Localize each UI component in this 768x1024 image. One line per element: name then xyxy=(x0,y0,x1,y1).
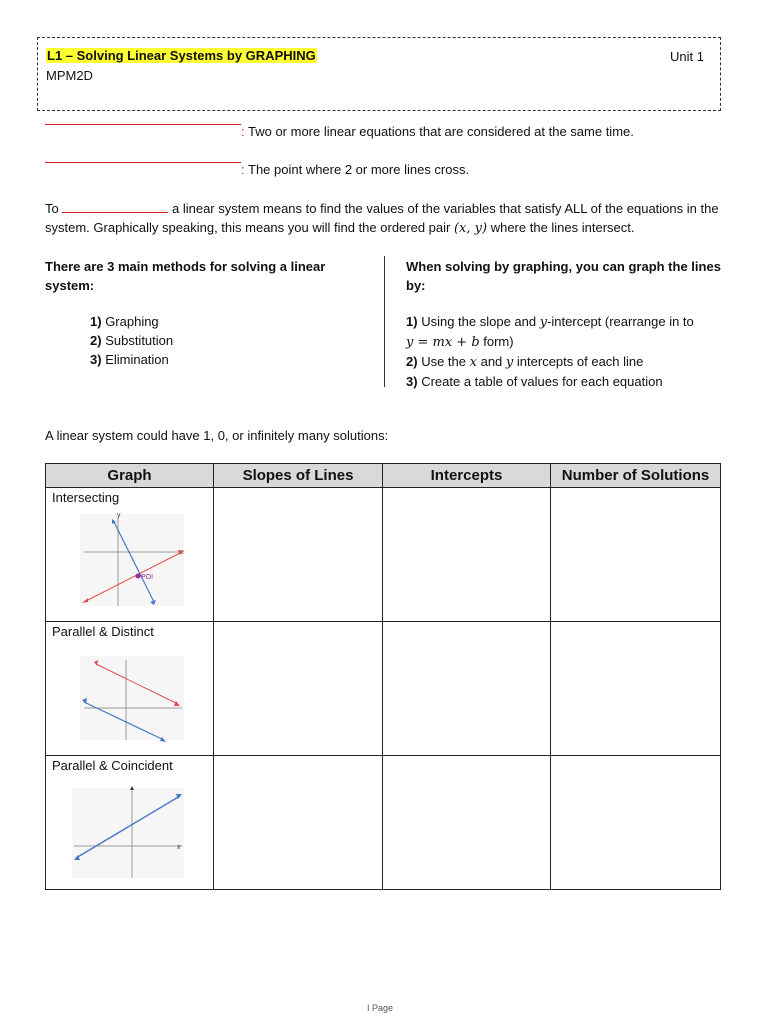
poi-label: POI xyxy=(141,574,154,581)
definition-1-colon: : xyxy=(241,124,245,139)
method-item: 2) Substitution xyxy=(90,333,174,348)
definition-1 xyxy=(241,124,634,139)
unit-label: Unit 1 xyxy=(670,49,704,64)
solve-blank[interactable] xyxy=(62,200,168,213)
table-row xyxy=(46,488,721,622)
graph-cell-intersecting xyxy=(46,488,214,622)
intercepts-cell[interactable] xyxy=(383,622,551,756)
graph-cell-parallel-coincident xyxy=(46,756,214,890)
table-row xyxy=(46,756,721,890)
intersecting-graph xyxy=(66,506,196,610)
header-box xyxy=(37,37,721,111)
table-header: Number of Solutions xyxy=(551,464,721,488)
svg-text:y: y xyxy=(117,512,121,519)
solutions-cell[interactable] xyxy=(551,756,721,890)
table-header: Slopes of Lines xyxy=(214,464,383,488)
table-header: Intercepts xyxy=(383,464,551,488)
slopes-cell[interactable] xyxy=(214,756,383,890)
row-label: Parallel & Coincident xyxy=(52,758,173,773)
solve-end: where the lines intersect. xyxy=(490,220,635,235)
solve-to: To xyxy=(45,201,59,216)
solve-paragraph xyxy=(45,199,725,238)
slopes-cell[interactable] xyxy=(214,488,383,622)
parallel-distinct-graph xyxy=(66,640,196,744)
intercepts-cell[interactable] xyxy=(383,756,551,890)
solutions-table xyxy=(45,463,721,890)
graphing-method-item: 3) Create a table of values for each equation xyxy=(406,374,663,389)
parallel-coincident-graph xyxy=(66,774,196,878)
solutions-intro: A linear system could have 1, 0, or infinitely many solutions: xyxy=(45,428,389,443)
definition-1-text: Two or more linear equations that are considered at the same time. xyxy=(244,124,634,139)
ordered-pair: (x, y) xyxy=(453,221,488,236)
definition-2 xyxy=(241,162,469,177)
table-header: Graph xyxy=(46,464,214,488)
column-divider xyxy=(384,256,385,387)
graphing-methods-heading: When solving by graphing, you can graph the lines by: xyxy=(406,259,721,293)
solutions-cell[interactable] xyxy=(551,622,721,756)
page-footer: I Page xyxy=(367,1003,394,1013)
intercepts-cell[interactable] xyxy=(383,488,551,622)
row-label: Intersecting xyxy=(52,490,120,505)
methods-heading: There are 3 main methods for solving a linear system: xyxy=(45,259,326,293)
course-code: MPM2D xyxy=(46,68,93,83)
row-label: Parallel & Distinct xyxy=(52,624,154,639)
solutions-cell[interactable] xyxy=(551,488,721,622)
graphing-method-item: 2) Use the x and y intercepts of each line xyxy=(406,354,644,370)
solve-rest: a linear system means to find the values of the variables that satisfy ALL of the equations in the system. Graphically speaking, this means you will find the ordered pair xyxy=(45,201,719,235)
slopes-cell[interactable] xyxy=(214,622,383,756)
table-row xyxy=(46,622,721,756)
graphing-method-item: 1) Using the slope and y-intercept (rearrange in to y = mx + b form) xyxy=(406,314,694,350)
graph-cell-parallel-distinct xyxy=(46,622,214,756)
definition-2-colon: : xyxy=(241,162,245,177)
method-item: 3) Elimination xyxy=(90,352,169,367)
definition-2-text: The point where 2 or more lines cross. xyxy=(244,162,470,177)
methods-list xyxy=(45,312,375,369)
svg-text:x: x xyxy=(177,844,181,851)
graphing-methods-list xyxy=(406,312,736,391)
graphing-methods-column xyxy=(406,257,736,391)
definition-blank-2[interactable] xyxy=(45,162,241,163)
method-item: 1) Graphing xyxy=(90,314,159,329)
definition-blank-1[interactable] xyxy=(45,124,241,125)
methods-column xyxy=(45,257,375,369)
page-title: L1 – Solving Linear Systems by GRAPHING xyxy=(47,48,316,63)
